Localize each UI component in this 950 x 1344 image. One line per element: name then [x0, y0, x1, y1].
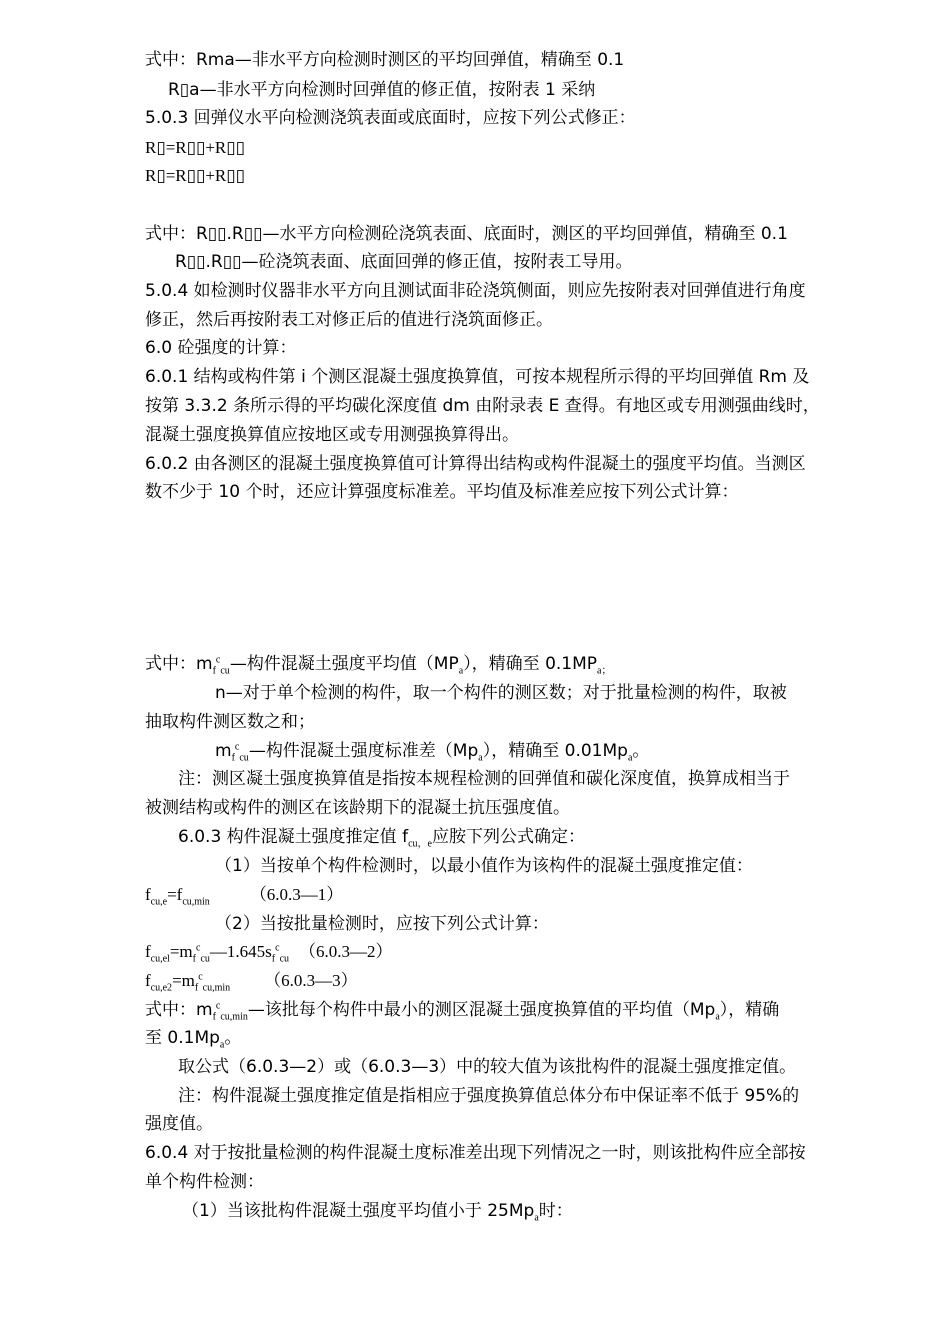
text: ），精确至 0.01Mp [482, 741, 628, 761]
formula-line [145, 162, 245, 190]
text: —构件混凝土强度平均值（MP [229, 654, 459, 674]
formula-number: （6.0.3—2） [299, 942, 393, 961]
text-line [145, 306, 553, 334]
formula-line [145, 134, 245, 162]
text: 6.0 砼强度的计算： [145, 338, 297, 358]
subscript: cu,el [150, 953, 170, 965]
text-line [145, 1168, 264, 1196]
subscript: a； [597, 665, 612, 677]
text: 时： [538, 1201, 573, 1221]
text: 。 [632, 741, 650, 761]
section-heading [145, 277, 806, 305]
formula: R▯=R▯▯+R▯▯ [145, 166, 245, 185]
text-line [145, 421, 519, 449]
text: 式中：m [145, 1000, 213, 1020]
superscript: c [195, 942, 201, 954]
section-heading [145, 334, 296, 362]
text: 。 [224, 1028, 242, 1048]
formula: R▯=R▯▯+R▯▯ [145, 138, 245, 157]
formula: —1.645s [209, 942, 272, 961]
section-heading [145, 450, 806, 478]
text: 注：测区凝土强度换算值是指按本规程检测的回弹值和碳化深度值，换算成相当于 [178, 769, 790, 789]
formula: =m [169, 942, 193, 961]
note-line [178, 765, 790, 793]
text-line [145, 478, 738, 506]
text: 强度值。 [145, 1114, 213, 1134]
text: 取公式（6.0.3—2）或（6.0.3—3）中的较大值为该批构件的混凝土强度推定值。 [178, 1057, 797, 1077]
formula-number: （6.0.3—3） [264, 971, 358, 990]
formula: f [145, 942, 151, 961]
subscript: a [219, 1039, 225, 1051]
text: （1）当该批构件混凝土强度平均值小于 25Mp [182, 1201, 535, 1221]
superscript: c [275, 942, 280, 954]
subscript: cu [279, 953, 290, 965]
text-line [215, 852, 753, 880]
text: n—对于单个检测的构件，取一个构件的测区数；对于批量检测的构件，取被 [215, 683, 787, 703]
text: 式中：Rma—非水平方向检测时测区的平均回弹值，精确至 0.1 [145, 50, 625, 70]
text: 6.0.2 由各测区的混凝土强度换算值可计算得出结构或构件混凝土的强度平均值。当测区 [145, 454, 806, 474]
subscript: cu,min [182, 896, 210, 908]
subscript: cu [239, 752, 249, 764]
text-line [145, 650, 612, 678]
text-line [215, 910, 549, 938]
text: R▯▯.R▯▯—砼浇筑表面、底面回弹的修正值，按附表工导用。 [175, 252, 633, 272]
text: 6.0.1 结构或构件第 i 个测区混凝土强度换算值，可按本规程所示得的平均回弹值 Rm 及 [145, 367, 810, 387]
text-line [145, 220, 788, 248]
text-line [175, 248, 632, 276]
text-line [145, 996, 779, 1024]
text: 5.0.3 回弹仪水平向检测浇筑表面或底面时，应按下列公式修正： [145, 108, 636, 128]
text: 式中：m [145, 654, 213, 674]
subscript: f [212, 1011, 216, 1023]
note-line [178, 1082, 799, 1110]
text-line [145, 708, 315, 736]
text-line [168, 76, 595, 104]
formula: =f [167, 885, 183, 904]
text: （2）当按批量检测时，应按下列公式计算： [215, 914, 549, 934]
subscript: cu,e2 [150, 982, 173, 994]
text: R▯a—非水平方向检测时回弹值的修正值，按附表 1 采纳 [168, 80, 596, 100]
formula: f [145, 971, 151, 990]
formula-line [145, 967, 358, 995]
text-line [182, 1197, 573, 1225]
text: —构件混凝土强度标准差（Mp [248, 741, 479, 761]
section-heading [145, 363, 809, 391]
section-heading [145, 104, 636, 132]
subscript: cu，e [408, 838, 432, 850]
formula: =m [172, 971, 195, 990]
text: 6.0.3 构件混凝土强度推定值 f [178, 827, 409, 847]
text: （1）当按单个构件检测时，以最小值作为该构件的混凝土强度推定值： [215, 856, 753, 876]
text: 抽取构件测区数之和； [145, 712, 315, 732]
text-line [145, 392, 820, 420]
subscript: a [534, 1212, 539, 1224]
subscript: cu [220, 665, 230, 677]
subscript: a [478, 752, 483, 764]
subscript: f [231, 752, 235, 764]
subscript: a [458, 665, 464, 677]
text-line [178, 1053, 796, 1081]
text-line [215, 679, 787, 707]
subscript: f [212, 665, 216, 677]
text: 单个构件检测： [145, 1172, 264, 1192]
subscript: cu,e [150, 896, 168, 908]
text: 6.0.4 对于按批量检测的构件混凝土度标准差出现下列情况之一时，则该批构件应全部按 [145, 1143, 806, 1163]
formula-number: （6.0.3—1） [249, 885, 344, 904]
subscript: f [271, 953, 276, 965]
text: 至 0.1Mp [145, 1028, 220, 1048]
text: 被测结构或构件的测区在该龄期下的混凝土抗压强度值。 [145, 798, 570, 818]
text: —该批每个构件中最小的测区混凝土强度换算值的平均值（Mp [247, 1000, 716, 1020]
section-heading [145, 1139, 806, 1167]
subscript: a [627, 752, 633, 764]
text: 混凝土强度换算值应按地区或专用测强换算得出。 [145, 425, 519, 445]
text: 式中：R▯▯.R▯▯—水平方向检测砼浇筑表面、底面时，测区的平均回弹值，精确至 0.1 [145, 224, 788, 244]
subscript: cu,min [202, 982, 231, 994]
text: 按第 3.3.2 条所示得的平均碳化深度值 dm 由附录表 E 查得。有地区或专用测强曲线时， [145, 396, 820, 416]
text-line [145, 1110, 213, 1138]
text: 修正，然后再按附表工对修正后的值进行浇筑面修正。 [145, 310, 553, 330]
text: ），精确 [719, 1000, 780, 1020]
superscript: c [215, 1000, 221, 1012]
formula-line [145, 881, 343, 909]
formula: f [145, 885, 151, 904]
subscript: cu,min [220, 1011, 248, 1023]
text-line [145, 1024, 241, 1052]
superscript: c [198, 971, 203, 983]
text-line [145, 46, 624, 74]
text-line [215, 737, 649, 765]
text: 注：构件混凝土强度推定值是指相应于强度换算值总体分布中保证率不低于 95%的 [178, 1086, 800, 1106]
text: ），精确至 0.1MP [463, 654, 598, 674]
text: 应胺下列公式确定： [431, 827, 585, 847]
text-line [145, 794, 570, 822]
text: m [215, 741, 232, 761]
superscript: c [234, 741, 240, 753]
section-heading [178, 823, 585, 851]
subscript: a [715, 1011, 720, 1023]
superscript: c [215, 654, 221, 666]
subscript: cu [200, 953, 210, 965]
subscript: f [192, 953, 196, 965]
text: 5.0.4 如检测时仪器非水平方向且测试面非砼浇筑侧面，则应先按附表对回弹值进行角度 [145, 281, 806, 301]
subscript: f [194, 982, 199, 994]
text: 数不少于 10 个时，还应计算强度标准差。平均值及标准差应按下列公式计算： [145, 482, 739, 502]
formula-line [145, 938, 393, 966]
